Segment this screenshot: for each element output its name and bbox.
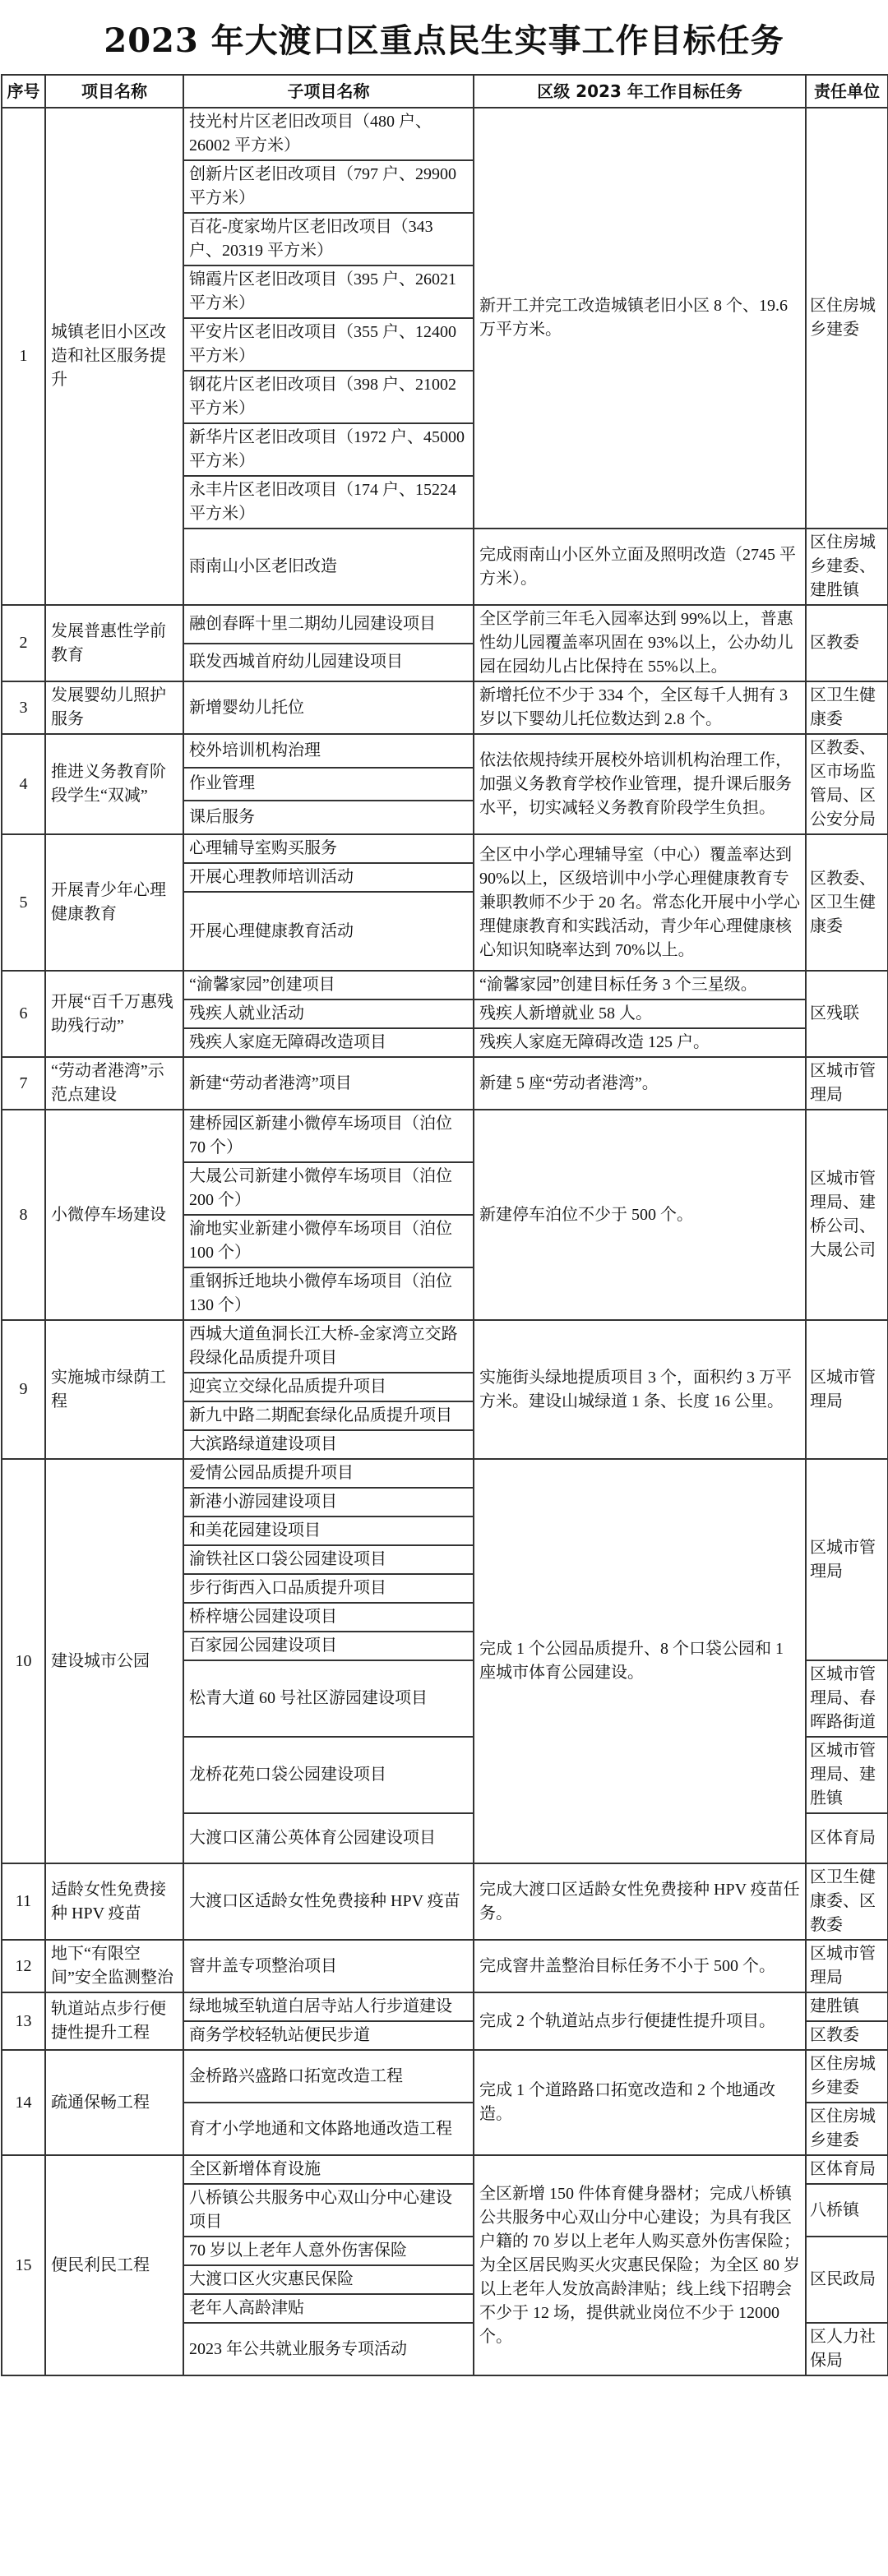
sub-project: 技光村片区老旧改项目（480 户、26002 平方米） (183, 108, 474, 160)
sub-project: 百花-度家坳片区老旧改项目（343 户、20319 平方米） (183, 213, 474, 265)
sub-project: 联发西城首府幼儿园建设项目 (183, 644, 474, 682)
sub-project: 建桥园区新建小微停车场项目（泊位 70 个） (183, 1110, 474, 1162)
row-number: 5 (2, 834, 45, 971)
row-number: 7 (2, 1057, 45, 1110)
row-number: 4 (2, 734, 45, 834)
table-row (2, 681, 888, 734)
sub-project: 大渡口区适龄女性免费接种 HPV 疫苗 (183, 1863, 474, 1940)
target-task: 残疾人家庭无障碍改造 125 户。 (474, 1028, 806, 1057)
table-row (2, 2155, 888, 2184)
sub-project: 龙桥花苑口袋公园建设项目 (183, 1737, 474, 1813)
sub-project: 绿地城至轨道白居寺站人行步道建设 (183, 1992, 474, 2021)
responsible-unit: 区教委、区市场监管局、区公安分局 (806, 734, 888, 834)
table-row (2, 108, 888, 160)
header-subproject: 子项目名称 (183, 75, 474, 108)
table-row (2, 834, 888, 863)
target-task: 完成雨南山小区外立面及照明改造（2745 平方米）。 (474, 529, 806, 605)
responsible-unit: 区住房城乡建委 (806, 108, 888, 529)
sub-project: 创新片区老旧改项目（797 户、29900 平方米） (183, 160, 474, 213)
sub-project: 窨井盖专项整治项目 (183, 1940, 474, 1992)
sub-project: 平安片区老旧改项目（355 户、12400 平方米） (183, 318, 474, 371)
project-name: 城镇老旧小区改造和社区服务提升 (45, 108, 183, 605)
project-name: 开展“百千万惠残助残行动” (45, 971, 183, 1057)
row-number: 2 (2, 605, 45, 681)
responsible-unit: 区住房城乡建委 (806, 2050, 888, 2103)
sub-project: 新增婴幼儿托位 (183, 681, 474, 734)
table-row (2, 1057, 888, 1110)
sub-project: “渝馨家园”创建项目 (183, 971, 474, 999)
sub-project: 大渡口区火灾惠民保险 (183, 2265, 474, 2294)
target-task: 完成大渡口区适龄女性免费接种 HPV 疫苗任务。 (474, 1863, 806, 1940)
target-task: 全区学前三年毛入园率达到 99%以上，普惠性幼儿园覆盖率巩固在 93%以上，公办幼儿园在园幼儿占比保持在 55%以上。 (474, 605, 806, 681)
responsible-unit: 区教委 (806, 2021, 888, 2050)
responsible-unit: 区卫生健康委 (806, 681, 888, 734)
sub-project: 开展心理教师培训活动 (183, 863, 474, 892)
row-number: 10 (2, 1459, 45, 1863)
sub-project: 大滨路绿道建设项目 (183, 1430, 474, 1459)
sub-project: 步行街西入口品质提升项目 (183, 1574, 474, 1603)
responsible-unit: 区教委、区卫生健康委 (806, 834, 888, 971)
table-row (2, 1863, 888, 1940)
sub-project: 爱情公园品质提升项目 (183, 1459, 474, 1488)
project-name: 便民利民工程 (45, 2155, 183, 2375)
sub-project: 新港小游园建设项目 (183, 1488, 474, 1517)
row-number: 15 (2, 2155, 45, 2375)
page-title: 2023 年大渡口区重点民生实事工作目标任务 (104, 21, 784, 60)
row-number: 1 (2, 108, 45, 605)
task-table (1, 74, 888, 2376)
sub-project: 2023 年公共就业服务专项活动 (183, 2323, 474, 2375)
sub-project: 大渡口区蒲公英体育公园建设项目 (183, 1813, 474, 1863)
responsible-unit: 区城市管理局、建胜镇 (806, 1737, 888, 1813)
sub-project: 融创春晖十里二期幼儿园建设项目 (183, 605, 474, 644)
sub-project: 锦霞片区老旧改项目（395 户、26021 平方米） (183, 265, 474, 318)
project-name: 适龄女性免费接种 HPV 疫苗 (45, 1863, 183, 1940)
header-row (2, 75, 888, 108)
project-name: 发展普惠性学前教育 (45, 605, 183, 681)
sub-project: 永丰片区老旧改项目（174 户、15224 平方米） (183, 476, 474, 529)
row-number: 8 (2, 1110, 45, 1320)
project-name: 地下“有限空间”安全监测整治 (45, 1940, 183, 1992)
sub-project: 心理辅导室购买服务 (183, 834, 474, 863)
target-task: 新建停车泊位不少于 500 个。 (474, 1110, 806, 1320)
sub-project: 钢花片区老旧改项目（398 户、21002 平方米） (183, 371, 474, 423)
responsible-unit: 区城市管理局 (806, 1459, 888, 1660)
sub-project: 残疾人就业活动 (183, 999, 474, 1028)
responsible-unit: 区人力社保局 (806, 2323, 888, 2375)
sub-project: 校外培训机构治理 (183, 734, 474, 768)
project-name: 小微停车场建设 (45, 1110, 183, 1320)
header-no: 序号 (2, 75, 45, 108)
row-number: 13 (2, 1992, 45, 2050)
project-name: 实施城市绿荫工程 (45, 1320, 183, 1459)
table-row (2, 971, 888, 999)
table-row (2, 1320, 888, 1373)
sub-project: 课后服务 (183, 801, 474, 834)
target-task: 完成 2 个轨道站点步行便捷性提升项目。 (474, 1992, 806, 2050)
row-number: 9 (2, 1320, 45, 1459)
row-number: 14 (2, 2050, 45, 2155)
table-row (2, 605, 888, 644)
target-task: 残疾人新增就业 58 人。 (474, 999, 806, 1028)
header-target: 区级 2023 年工作目标任务 (474, 75, 806, 108)
sub-project: 全区新增体育设施 (183, 2155, 474, 2184)
sub-project: 和美花园建设项目 (183, 1517, 474, 1545)
sub-project: 作业管理 (183, 768, 474, 801)
responsible-unit: 区体育局 (806, 2155, 888, 2184)
target-task: 新开工并完工改造城镇老旧小区 8 个、19.6 万平方米。 (474, 108, 806, 529)
table-row (2, 1940, 888, 1992)
project-name: 建设城市公园 (45, 1459, 183, 1863)
responsible-unit: 区教委 (806, 605, 888, 681)
table-row (2, 1992, 888, 2021)
responsible-unit: 区住房城乡建委 (806, 2103, 888, 2155)
project-name: 疏通保畅工程 (45, 2050, 183, 2155)
target-task: 新建 5 座“劳动者港湾”。 (474, 1057, 806, 1110)
row-number: 12 (2, 1940, 45, 1992)
target-task: 完成 1 个公园品质提升、8 个口袋公园和 1 座城市体育公园建设。 (474, 1459, 806, 1863)
responsible-unit: 区卫生健康委、区教委 (806, 1863, 888, 1940)
sub-project: 金桥路兴盛路口拓宽改造工程 (183, 2050, 474, 2103)
sub-project: 松青大道 60 号社区游园建设项目 (183, 1660, 474, 1737)
sub-project: 70 岁以上老年人意外伤害保险 (183, 2237, 474, 2265)
sub-project: 育才小学地通和文体路地通改造工程 (183, 2103, 474, 2155)
target-task: 完成 1 个道路路口拓宽改造和 2 个地通改造。 (474, 2050, 806, 2155)
sub-project: 新九中路二期配套绿化品质提升项目 (183, 1401, 474, 1430)
responsible-unit: 区城市管理局 (806, 1940, 888, 1992)
project-name: 推进义务教育阶段学生“双减” (45, 734, 183, 834)
target-task: 新增托位不少于 334 个，全区每千人拥有 3 岁以下婴幼儿托位数达到 2.8 个。 (474, 681, 806, 734)
responsible-unit: 区城市管理局、建桥公司、大晟公司 (806, 1110, 888, 1320)
target-task: 全区中小学心理辅导室（中心）覆盖率达到 90%以上，区级培训中小学心理健康教育专兼职教师不少于 20 名。常态化开展中小学心理健康教育和实践活动，青少年心理健康核心知识知晓率达到 70%以上。 (474, 834, 806, 971)
table-row (2, 734, 888, 768)
responsible-unit: 八桥镇 (806, 2184, 888, 2237)
sub-project: 开展心理健康教育活动 (183, 892, 474, 971)
project-name: 开展青少年心理健康教育 (45, 834, 183, 971)
sub-project: 新建“劳动者港湾”项目 (183, 1057, 474, 1110)
sub-project: 商务学校轻轨站便民步道 (183, 2021, 474, 2050)
table-row (2, 1110, 888, 1162)
sub-project: 老年人高龄津贴 (183, 2294, 474, 2323)
responsible-unit: 区民政局 (806, 2237, 888, 2323)
project-name: “劳动者港湾”示范点建设 (45, 1057, 183, 1110)
sub-project: 渝铁社区口袋公园建设项目 (183, 1545, 474, 1574)
header-unit: 责任单位 (806, 75, 888, 108)
row-number: 11 (2, 1863, 45, 1940)
table-row (2, 2050, 888, 2103)
sub-project: 雨南山小区老旧改造 (183, 529, 474, 605)
responsible-unit: 区城市管理局 (806, 1057, 888, 1110)
sub-project: 桥梓塘公园建设项目 (183, 1603, 474, 1632)
responsible-unit: 建胜镇 (806, 1992, 888, 2021)
sub-project: 迎宾立交绿化品质提升项目 (183, 1373, 474, 1401)
header-project: 项目名称 (45, 75, 183, 108)
target-task: 依法依规持续开展校外培训机构治理工作，加强义务教育学校作业管理，提升课后服务水平，切实减轻义务教育阶段学生负担。 (474, 734, 806, 834)
sub-project: 渝地实业新建小微停车场项目（泊位 100 个） (183, 1215, 474, 1267)
sub-project: 新华片区老旧改项目（1972 户、45000 平方米） (183, 423, 474, 476)
target-task: “渝馨家园”创建目标任务 3 个三星级。 (474, 971, 806, 999)
responsible-unit: 区住房城乡建委、建胜镇 (806, 529, 888, 605)
sub-project: 八桥镇公共服务中心双山分中心建设项目 (183, 2184, 474, 2237)
project-name: 轨道站点步行便捷性提升工程 (45, 1992, 183, 2050)
row-number: 3 (2, 681, 45, 734)
sub-project: 大晟公司新建小微停车场项目（泊位 200 个） (183, 1162, 474, 1215)
target-task: 实施街头绿地提质项目 3 个，面积约 3 万平方米。建设山城绿道 1 条、长度 16 公里。 (474, 1320, 806, 1459)
responsible-unit: 区城市管理局、春晖路街道 (806, 1660, 888, 1737)
row-number: 6 (2, 971, 45, 1057)
sub-project: 重钢拆迁地块小微停车场项目（泊位 130 个） (183, 1267, 474, 1320)
project-name: 发展婴幼儿照护服务 (45, 681, 183, 734)
responsible-unit: 区体育局 (806, 1813, 888, 1863)
sub-project: 西城大道鱼洞长江大桥-金家湾立交路段绿化品质提升项目 (183, 1320, 474, 1373)
sub-project: 残疾人家庭无障碍改造项目 (183, 1028, 474, 1057)
sub-project: 百家园公园建设项目 (183, 1632, 474, 1660)
target-task: 全区新增 150 件体育健身器材；完成八桥镇公共服务中心双山分中心建设；为具有我区户籍的 70 岁以上老年人购买意外伤害保险；为全区居民购买火灾惠民保险；为全区 80 岁以上老年人发放高龄津贴；线上线下招聘会不少于 12 场，提供就业岗位不少于 12000 个。 (474, 2155, 806, 2375)
target-task: 完成窨井盖整治目标任务不小于 500 个。 (474, 1940, 806, 1992)
responsible-unit: 区城市管理局 (806, 1320, 888, 1459)
responsible-unit: 区残联 (806, 971, 888, 1057)
table-row (2, 1459, 888, 1488)
